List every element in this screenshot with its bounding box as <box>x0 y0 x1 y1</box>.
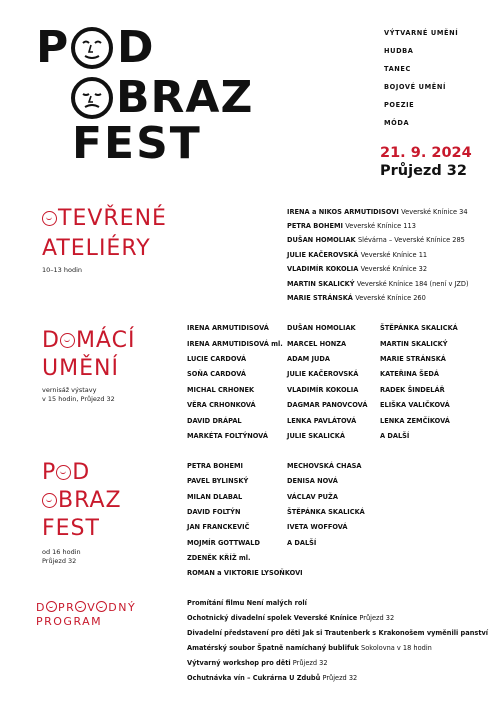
section-title-line2: UMĚNÍ <box>42 356 119 381</box>
logo-line-braz: BRAZ <box>116 72 254 123</box>
list-item: MICHAL CRHONEK <box>187 386 255 394</box>
ring-o-icon <box>42 211 57 226</box>
list-item: DAGMAR PANOVCOVÁ <box>287 401 368 409</box>
list-item: JULIE KAČEROVSKÁ <box>287 370 359 378</box>
section-subtitle: 10–13 hodin <box>42 266 83 274</box>
program-item: Promítání filmu Není malých rolí <box>187 599 307 607</box>
list-item: MILAN DLABAL <box>187 493 243 501</box>
list-item: A DALŠÍ <box>380 432 410 440</box>
event-date: 21. 9. 2024 <box>380 145 472 161</box>
section-title: D PR V DNÝ <box>36 601 137 614</box>
list-item: RADEK ŠINDELÁŘ <box>380 386 445 394</box>
list-item: PAVEL BYLINSKÝ <box>187 477 249 485</box>
list-item: MARIE STRÁNSKÁ Veverské Knínice 260 <box>287 294 426 302</box>
section-title-line3: FEST <box>42 516 100 541</box>
list-item: VĚRA CRHONKOVÁ <box>187 401 256 409</box>
program-item: Amatérský soubor Špatně namíchaný bublifuk Sokolovna v 18 hodin <box>187 644 432 652</box>
ring-o-icon <box>46 601 57 612</box>
list-item: MECHOVSKÁ CHASA <box>287 462 362 470</box>
logo-letter-p: P <box>36 22 69 73</box>
list-item: DAVID FOLTÝN <box>187 508 241 516</box>
program-item: Divadelní představení pro děti Jak si Trautenberk s Krakonošem vyměnili panství <box>187 629 489 637</box>
list-item: VÁCLAV PUŽA <box>287 493 338 501</box>
ring-o-icon <box>42 493 57 508</box>
list-item: MARTIN SKALICKÝ <box>380 340 448 348</box>
program-item: Výtvarný workshop pro děti Průjezd 32 <box>187 659 328 667</box>
list-item: MOJMÍR GOTTWALD <box>187 539 260 547</box>
section-title-line2: PROGRAM <box>36 615 103 628</box>
list-item: LENKA ZEMČÍKOVÁ <box>380 417 450 425</box>
ring-o-icon <box>60 333 75 348</box>
category-item: VÝTVARNÉ UMĚNÍ <box>384 29 459 37</box>
list-item: PETRA BOHEMI <box>187 462 243 470</box>
list-item: JAN FRANCKEVIČ <box>187 523 250 531</box>
list-item: DENISA NOVÁ <box>287 477 338 485</box>
moon-face-icon <box>70 76 114 120</box>
list-item: ADAM JUDA <box>287 355 330 363</box>
section-title-line2: ATELIÉRY <box>42 236 151 261</box>
section-title: TEVŘENÉ <box>42 208 167 230</box>
list-item: DUŠAN HOMOLIAK Slévárna – Veverské Knínice 285 <box>287 236 465 244</box>
list-item: ŠTĚPÁNKA SKALICKÁ <box>380 324 458 332</box>
list-item: MARCEL HONZA <box>287 340 347 348</box>
list-item: IRENA ARMUTIDISOVÁ <box>187 324 269 332</box>
section-subtitle: vernisáž výstavy v 15 hodin, Průjezd 32 <box>42 386 115 403</box>
category-item: TANEC <box>384 65 411 73</box>
list-item: ELIŠKA VALIČKOVÁ <box>380 401 450 409</box>
logo-line-fest: FEST <box>72 118 202 169</box>
list-item: DAVID DRÁPAL <box>187 417 242 425</box>
list-item: LENKA PAVLÁTOVÁ <box>287 417 357 425</box>
list-item: MARIE STRÁNSKÁ <box>380 355 446 363</box>
list-item: ROMAN a VIKTORIE LYSOŇKOVI <box>187 569 303 577</box>
sun-face-icon <box>70 26 114 70</box>
category-item: BOJOVÉ UMĚNÍ <box>384 83 447 91</box>
list-item: VLADIMÍR KOKOLIA Veverské Knínice 32 <box>287 265 428 273</box>
logo-letter-d: D <box>117 22 154 73</box>
ring-o-icon <box>96 601 107 612</box>
list-item: ZDENĚK KŘÍŽ ml. <box>187 554 251 562</box>
ring-o-icon <box>56 465 71 480</box>
section-title: D MÁCÍ <box>42 328 136 353</box>
list-item: JULIE KAČEROVSKÁ Veverské Knínice 11 <box>287 251 428 259</box>
list-item: MARTIN SKALICKÝ Veverské Knínice 184 (není v JZD) <box>287 280 469 288</box>
list-item: KATEŘINA ŠEDÁ <box>380 370 439 378</box>
list-item: PETRA BOHEMI Veverské Knínice 113 <box>287 222 416 230</box>
list-item: MARKÉTA FOLTÝNOVÁ <box>187 432 268 440</box>
list-item: DUŠAN HOMOLIAK <box>287 324 356 332</box>
category-item: MÓDA <box>384 119 410 127</box>
section-title-line2: BRAZ <box>42 490 122 512</box>
program-item: Ochotnický divadelní spolek Veverské Knínice Průjezd 32 <box>187 614 395 622</box>
category-item: HUDBA <box>384 47 414 55</box>
list-item: IRENA a NIKOS ARMUTIDISOVI Veverské Knínice 34 <box>287 208 468 216</box>
section-subtitle: od 16 hodin Průjezd 32 <box>42 548 81 565</box>
list-item: IRENA ARMUTIDISOVÁ ml. <box>187 340 283 348</box>
list-item: LUCIE CARDOVÁ <box>187 355 247 363</box>
ring-o-icon <box>75 601 86 612</box>
list-item: A DALŠÍ <box>287 539 317 547</box>
section-title: P D <box>42 460 91 485</box>
list-item: JULIE SKALICKÁ <box>287 432 345 440</box>
program-item: Ochutnávka vín – Cukrárna U Zdubů Průjezd 32 <box>187 674 358 682</box>
category-item: POEZIE <box>384 101 415 109</box>
event-place: Průjezd 32 <box>380 163 467 179</box>
list-item: SOŇA CARDOVÁ <box>187 370 246 378</box>
list-item: IVETA WOFFOVÁ <box>287 523 348 531</box>
list-item: ŠTĚPÁNKA SKALICKÁ <box>287 508 365 516</box>
list-item: VLADIMÍR KOKOLIA <box>287 386 359 394</box>
